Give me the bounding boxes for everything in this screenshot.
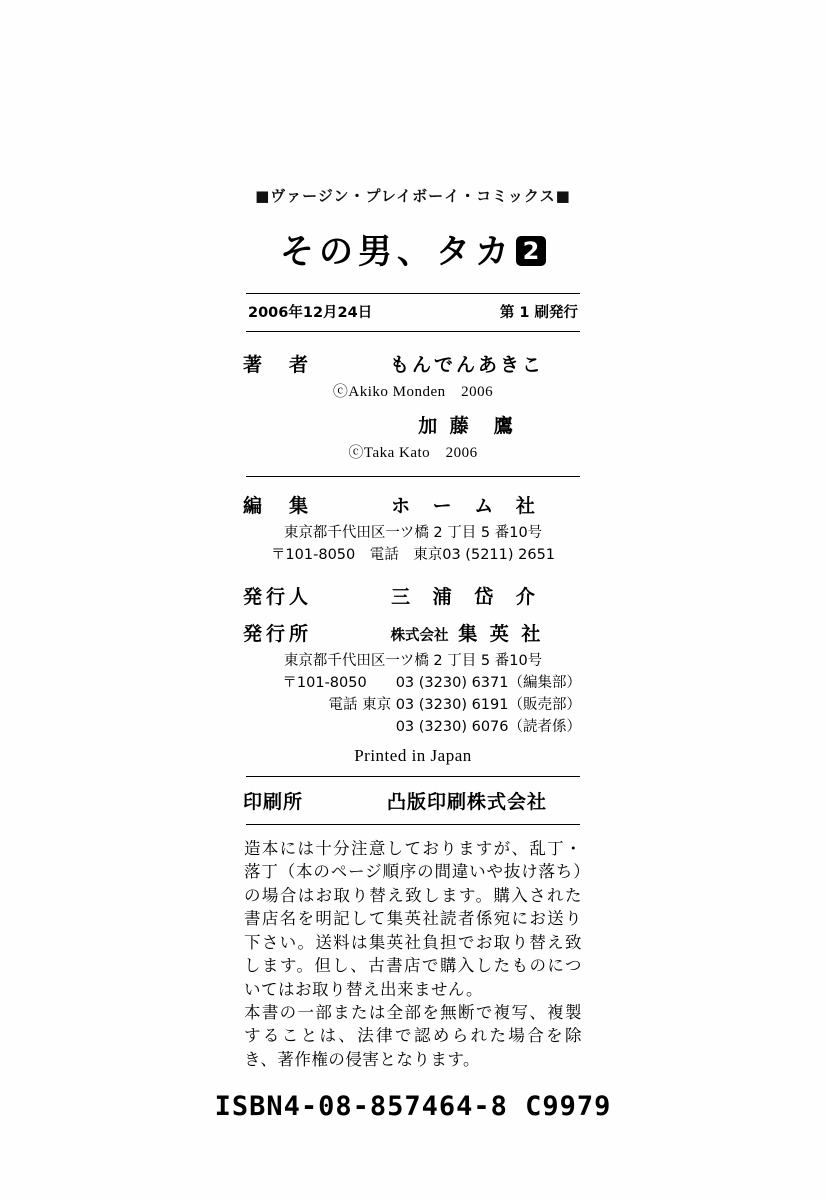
- publisher-block: [243, 619, 583, 766]
- author2-copyright: ⓒTaka Kato 2006: [348, 445, 478, 461]
- publication-row: [246, 294, 580, 331]
- notice-paragraph-1: 造本には十分注意しておりますが、乱丁・落丁（本のページ順序の間違いや抜け落ち）の場合はお取り替え致します。購入された書店名を明記して集英社読者係宛にお送り下さい。送料は集英社負担でお取り替え致します。但し、古書店で購入したものについてはお取り替え出来ません。: [244, 839, 582, 999]
- printer-block: [243, 787, 583, 814]
- author-row: [243, 350, 583, 377]
- volume-badge: 2: [516, 236, 546, 266]
- editor-name: ホ ー ム 社: [391, 495, 543, 517]
- publisher-address: 東京都千代田区一ツ橋 2 丁目 5 番10号: [283, 653, 543, 669]
- publisher-name-prefix: 株式会社: [390, 628, 449, 644]
- author2-row: [243, 411, 583, 438]
- editor-block: [243, 491, 583, 564]
- editor-label: 編 集: [243, 495, 313, 517]
- publisher-row: [243, 619, 583, 646]
- publisher-phone-3: 03 (3230) 6076（読者係）: [395, 719, 581, 735]
- publication-date: 2006年12月24日: [248, 305, 373, 321]
- author2-name: 加 藤 鷹: [418, 415, 516, 437]
- printer-label: 印刷所: [243, 791, 304, 813]
- editor-row: [243, 491, 583, 518]
- printer-name: 凸版印刷株式会社: [386, 791, 547, 813]
- series-label: ■ヴァージン・プレイボーイ・コミックス■: [255, 187, 571, 205]
- publisher-phone-1: 〒101-8050 03 (3230) 6371（編集部）: [282, 675, 581, 691]
- publisher-label: 発行所: [243, 623, 313, 645]
- printed-in-japan: Printed in Japan: [354, 746, 472, 765]
- publisher-person-block: [243, 582, 583, 609]
- publisher-person-name: 三 浦 岱 介: [391, 586, 543, 608]
- notice-paragraph-2: 本書の一部または全部を無断で複写、複製することは、法律で認められた場合を除き、著作権の侵害となります。: [244, 1002, 582, 1069]
- divider-above-notice: [246, 824, 580, 825]
- book-title-text: その男、タカ: [280, 232, 514, 272]
- editor-address: 東京都千代田区一ツ橋 2 丁目 5 番10号: [283, 525, 543, 541]
- printer-row: [243, 787, 583, 814]
- publisher-name: [351, 619, 583, 646]
- publisher-person-label: 発行人: [243, 586, 313, 608]
- notice-block: [244, 837, 582, 1071]
- publisher-phone-2: 電話 東京 03 (3230) 6191（販売部）: [328, 697, 581, 713]
- author-name: もんでんあきこ: [389, 354, 544, 376]
- publication-edition: 第 1 刷発行: [499, 305, 578, 321]
- author-label: 著 者: [243, 354, 313, 376]
- author-block: [243, 350, 583, 462]
- author-copyright: ⓒAkiko Monden 2006: [332, 384, 494, 400]
- publisher-person-row: [243, 582, 583, 609]
- editor-contact: 〒101-8050 電話 東京03 (5211) 2651: [270, 547, 556, 563]
- isbn-code: ISBN4-08-857464-8 C9979: [214, 1091, 612, 1123]
- colophon-block: [0, 185, 826, 1122]
- publisher-name-main: 集 英 社: [458, 623, 544, 645]
- page-title: [0, 224, 826, 273]
